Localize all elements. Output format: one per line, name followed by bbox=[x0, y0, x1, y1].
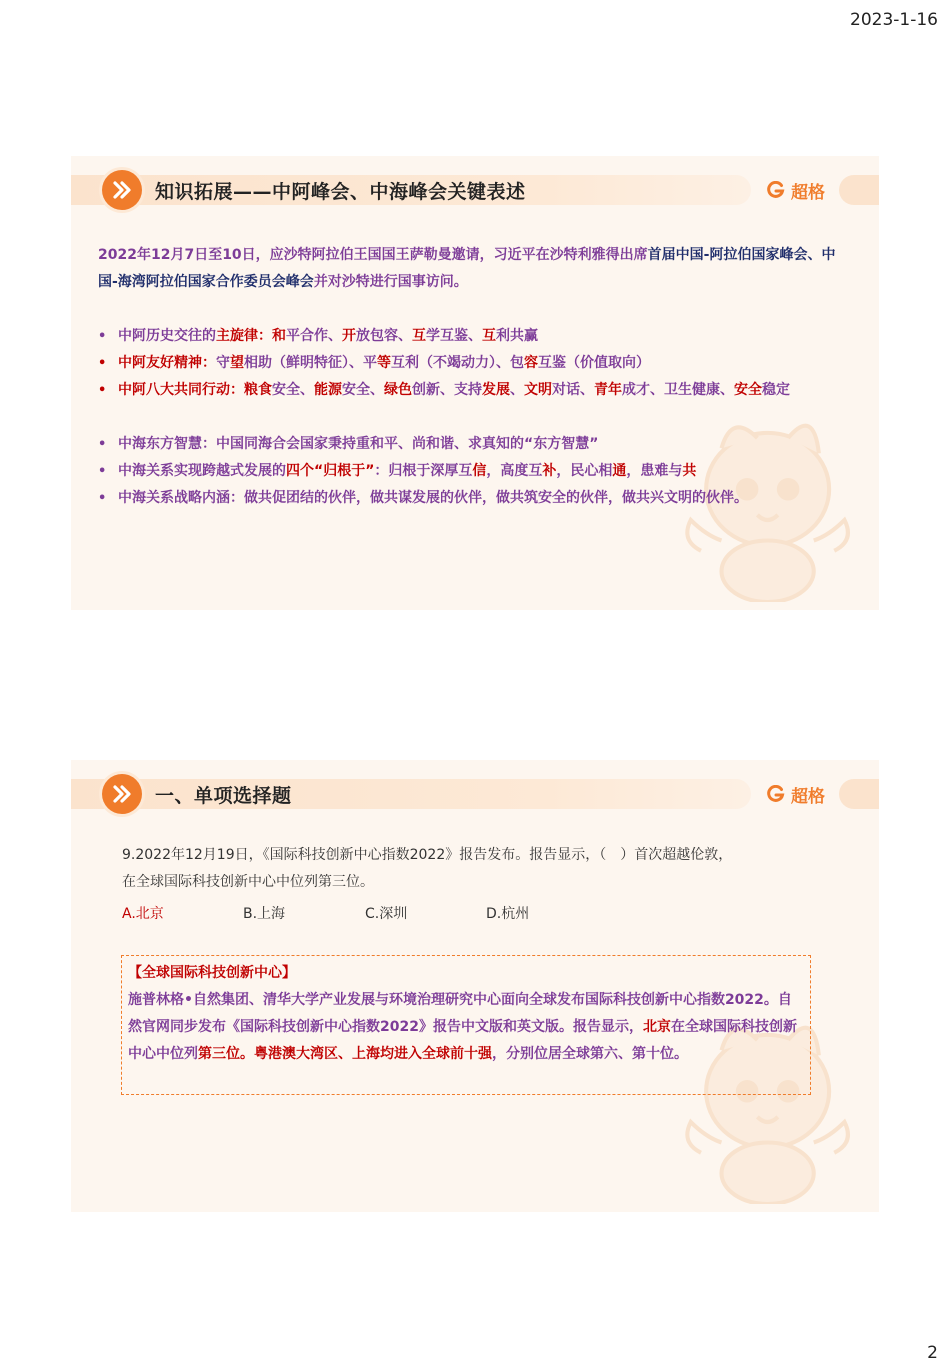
explanation-box bbox=[121, 955, 811, 1095]
title-badge bbox=[102, 774, 142, 814]
list-item-eastern-wisdom: • 中海东方智慧：中国同海合会国家秉持重和平、尚和谐、求真知的“东方智慧” bbox=[98, 431, 858, 458]
slide-single-choice bbox=[71, 760, 879, 1212]
brand-name: 超格 bbox=[791, 182, 825, 203]
slide-knowledge-extension bbox=[71, 156, 879, 610]
question-text bbox=[122, 842, 822, 896]
list-item-friendship-spirit: • 中阿友好精神：守望相助（鲜明特征）、平等互利（不竭动力）、包容互鉴（价值取向） bbox=[98, 350, 858, 377]
list-item-strategic-connotation: • 中海关系战略内涵：做共促团结的伙伴，做共谋发展的伙伴，做共筑安全的伙伴，做共兴文明的伙伴。 bbox=[98, 485, 858, 512]
explanation-heading: 【全球国际科技创新中心】 bbox=[128, 965, 296, 981]
explanation-body: 施普林格•自然集团、清华大学产业发展与环境治理研究中心面向全球发布国际科技创新中心指数2022。自然官网同步发布《国际科技创新中心指数2022》报告中文版和英文版。报告显示，北京在全球国际科技创新中心中位列第三位。粤港澳大湾区、上海均进入全球前十强，分别位居全球第六、第十位。 bbox=[128, 992, 797, 1062]
option-c[interactable]: C.深圳 bbox=[365, 906, 408, 922]
page-date: 2023-1-16 bbox=[850, 10, 938, 30]
page-number: 2 bbox=[927, 1343, 938, 1363]
title-badge bbox=[102, 170, 142, 210]
intro-paragraph bbox=[98, 242, 848, 296]
title-bar-end bbox=[839, 175, 879, 205]
slide-title: 一、单项选择题 bbox=[155, 785, 292, 807]
intro-summit-names: 首届中国-阿拉伯国家峰会、中国-海湾阿拉伯国家合作委员会峰会 bbox=[98, 247, 836, 290]
title-bar-end bbox=[839, 779, 879, 809]
chevron-right-icon bbox=[112, 784, 132, 804]
brand-g-icon bbox=[767, 785, 785, 803]
intro-text-2: 并对沙特进行国事访问。 bbox=[313, 274, 468, 290]
slide-title: 知识拓展——中阿峰会、中海峰会关键表述 bbox=[155, 181, 526, 203]
question-line-2: 在全球国际科技创新中心中位列第三位。 bbox=[122, 874, 374, 890]
brand-logo bbox=[767, 781, 825, 807]
brand-g-icon bbox=[767, 181, 785, 199]
list-item-main-theme: • 中阿历史交往的主旋律：和平合作、开放包容、互学互鉴、互利共赢 bbox=[98, 323, 858, 350]
question-line-1: 9.2022年12月19日，《国际科技创新中心指数2022》报告发布。报告显示，（ ）首次超越伦敦， bbox=[122, 847, 733, 863]
option-a[interactable]: A.北京 bbox=[122, 906, 164, 922]
china-gcc-points bbox=[98, 431, 858, 512]
brand-name: 超格 bbox=[791, 786, 825, 807]
chevron-right-icon bbox=[112, 180, 132, 200]
list-item-four-roots: • 中海关系实现跨越式发展的四个“归根于”：归根于深厚互信，高度互补，民心相通，患难与共 bbox=[98, 458, 858, 485]
list-item-eight-actions: • 中阿八大共同行动：粮食安全、能源安全、绿色创新、支持发展、文明对话、青年成才、卫生健康、安全稳定 bbox=[98, 377, 858, 404]
china-arab-points bbox=[98, 323, 858, 404]
option-b[interactable]: B.上海 bbox=[243, 906, 286, 922]
option-d[interactable]: D.杭州 bbox=[486, 906, 530, 922]
intro-text-1: 2022年12月7日至10日，应沙特阿拉伯王国国王萨勒曼邀请，习近平在沙特利雅得出席 bbox=[98, 247, 648, 263]
brand-logo bbox=[767, 177, 825, 203]
